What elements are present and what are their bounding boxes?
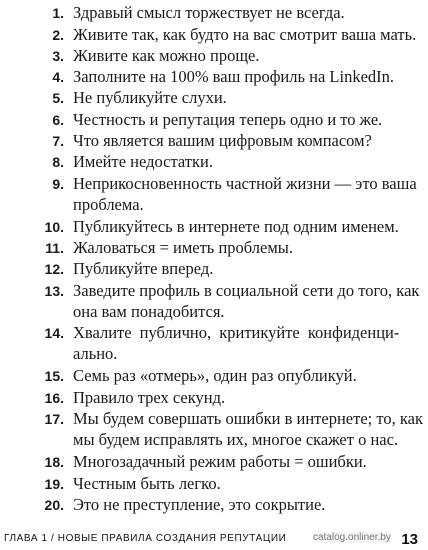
item-text (73, 25, 417, 46)
item-text (73, 388, 413, 409)
item-text-line: Неприкосновенность частной жизни — это ваша (73, 174, 417, 193)
item-text-line: Жаловаться = иметь проблемы. (73, 238, 293, 257)
item-number: 12. (44, 261, 64, 277)
item-number: 6. (52, 112, 64, 128)
item-text-line: Не публикуйте слухи. (73, 88, 227, 107)
item-text-line: Правило трех секунд. (73, 388, 226, 407)
item-number: 14. (44, 325, 64, 341)
item-text-line: проблема. (73, 194, 144, 214)
item-text-line: Заведите профиль в социальной сети до того, как (73, 281, 420, 300)
item-text (73, 238, 413, 259)
item-text-line: Публикуйте вперед. (73, 259, 214, 278)
item-number: 7. (52, 133, 64, 149)
item-text (73, 495, 413, 516)
item-text-line: Это не преступление, это сокрытие. (73, 495, 326, 514)
item-number: 20. (44, 497, 64, 513)
item-text (73, 110, 413, 131)
item-text-line: Семь раз «отмерь», один раз опубликуй. (73, 366, 357, 385)
item-text (73, 88, 413, 109)
item-text-line: Многозадачный режим работы = ошибки. (73, 452, 367, 471)
item-text (73, 281, 420, 322)
item-number: 1. (52, 5, 64, 21)
watermark: catalog.onliner.by (313, 532, 391, 543)
item-text-line: Мы будем совершать ошибки в интернете; то, как (73, 409, 423, 428)
item-text-line: мы будем исправлять их, многое скажет о нас. (73, 429, 399, 449)
item-number: 17. (44, 411, 64, 427)
item-text-line: Живите так, как будто на вас смотрит ваша мать. (73, 25, 417, 44)
item-number: 18. (44, 454, 64, 470)
item-text (73, 474, 413, 495)
item-text (73, 152, 413, 173)
item-text-line: Хвалите публично, критикуйте конфиденци- (73, 323, 400, 342)
item-text (73, 259, 413, 280)
item-text (73, 46, 413, 67)
item-number: 19. (44, 476, 64, 492)
item-text (73, 217, 413, 238)
item-text-line: Публикуйтесь в интернете под одним именем. (73, 217, 399, 236)
item-text-line: Живите как можно проще. (73, 46, 260, 65)
item-text (73, 409, 423, 450)
page-footer (0, 531, 428, 550)
item-text-line: Заполните на 100% ваш профиль на LinkedIn. (73, 67, 395, 86)
item-text-line: Честным быть легко. (73, 474, 221, 493)
page-number: 13 (401, 531, 418, 548)
item-number: 15. (44, 368, 64, 384)
item-number: 13. (44, 283, 64, 299)
item-number: 10. (44, 219, 64, 235)
item-text (73, 67, 413, 88)
item-text (73, 452, 413, 473)
item-number: 5. (52, 90, 64, 106)
item-number: 11. (45, 240, 64, 256)
item-number: 4. (52, 69, 64, 85)
item-number: 9. (52, 176, 64, 192)
item-text-line: Имейте недостатки. (73, 152, 213, 171)
item-number: 8. (52, 154, 64, 170)
item-number: 2. (52, 27, 64, 43)
item-text (73, 3, 413, 24)
item-text-line: Что является вашим цифровым компасом? (73, 131, 372, 150)
item-text-line: Здравый смысл торжествует не всегда. (73, 3, 345, 22)
item-text-line: Честность и репутация теперь одно и то же. (73, 110, 383, 129)
running-head: ГЛАВА 1 / НОВЫЕ ПРАВИЛА СОЗДАНИЯ РЕПУТАЦИИ (4, 533, 287, 544)
item-text (73, 366, 413, 387)
item-number: 3. (52, 48, 64, 64)
item-text (73, 131, 413, 152)
item-text (73, 174, 417, 215)
item-text-line: ально. (73, 343, 118, 363)
item-text (73, 323, 413, 364)
item-text-line: она вам понадобится. (73, 301, 225, 321)
item-number: 16. (44, 390, 64, 406)
